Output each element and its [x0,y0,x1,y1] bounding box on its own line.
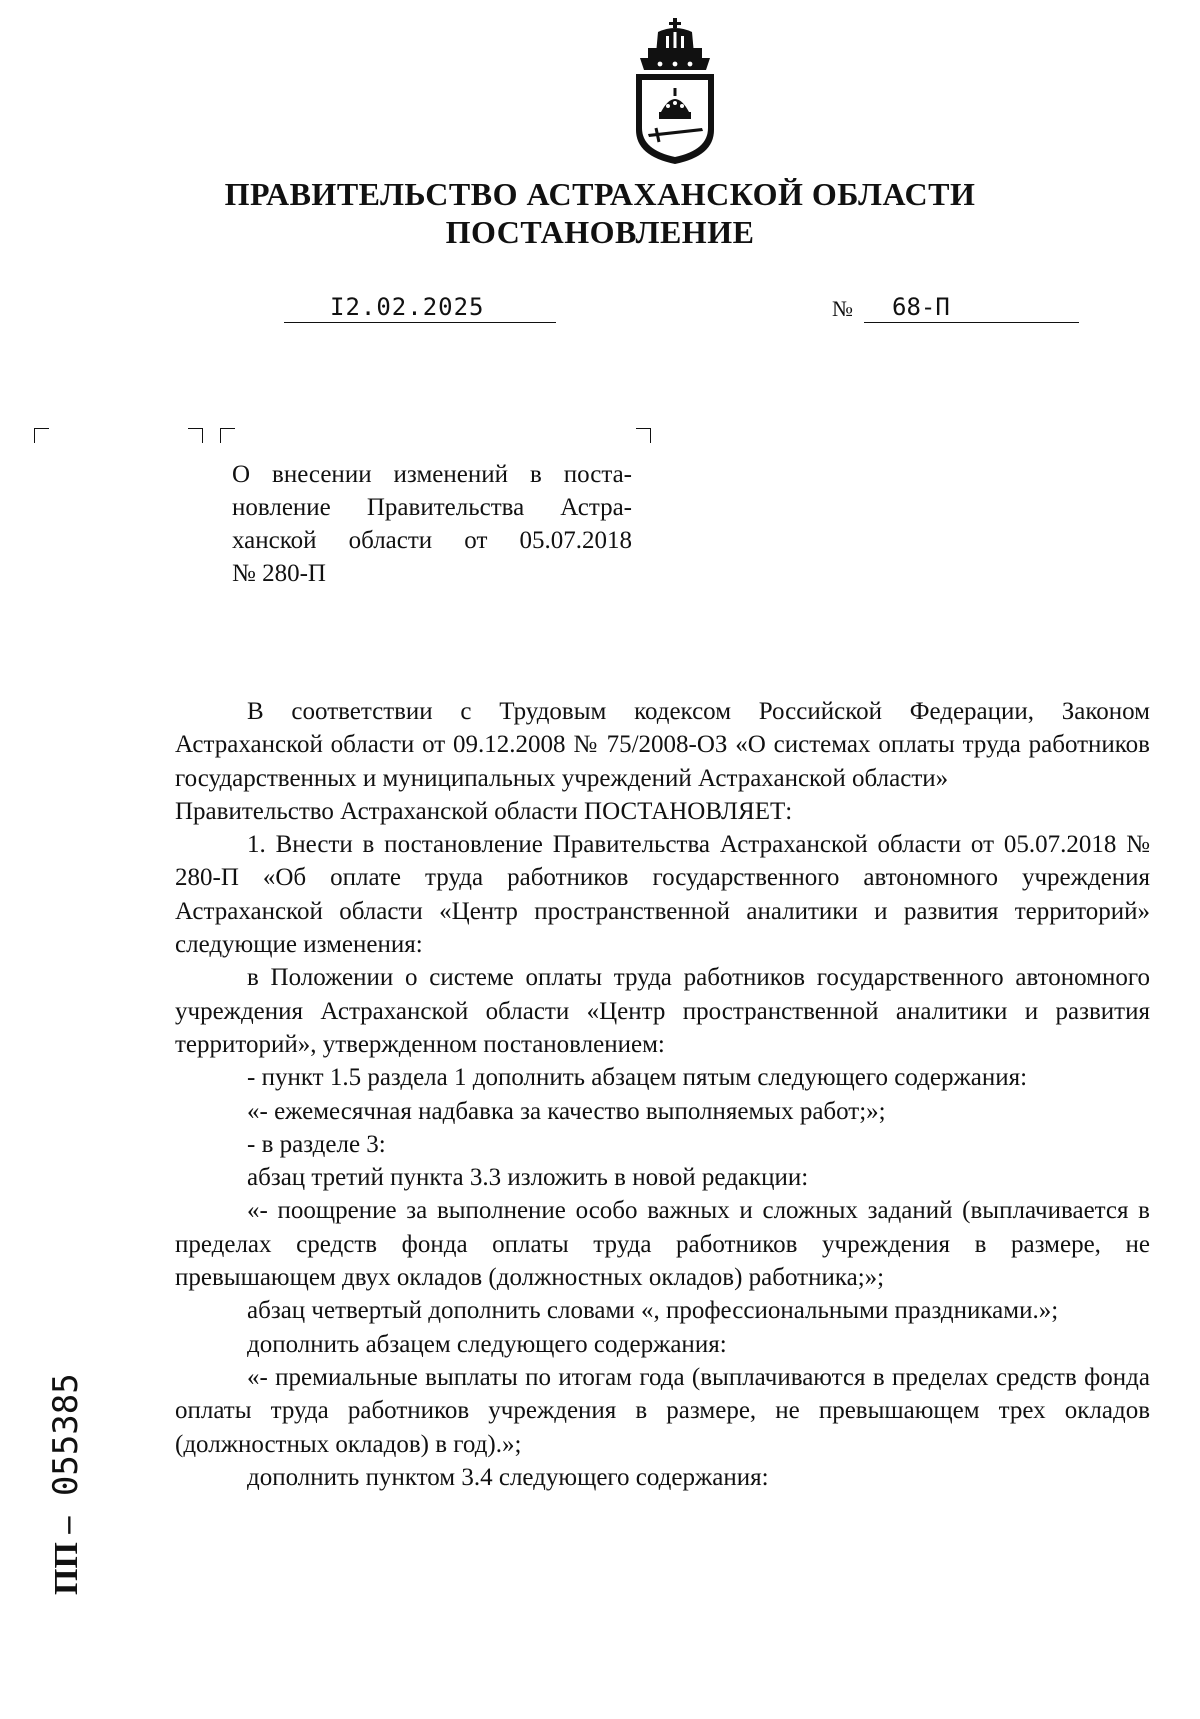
document-type-title: ПОСТАНОВЛЕНИЕ [445,214,755,250]
government-title: ПРАВИТЕЛЬСТВО АСТРАХАНСКОЙ ОБЛАСТИ [224,176,976,212]
body-paragraph: абзац третий пункта 3.3 изложить в новой редакции: [247,1164,809,1192]
document-date: I2.02.2025 [330,293,485,321]
document-number-field [864,292,1079,323]
corner-mark [188,428,203,443]
body-paragraph: Правительство Астраханской области ПОСТАНОВЛЯЕТ: [175,797,793,825]
body-paragraph: дополнить абзацем следующего содержания: [247,1330,727,1358]
form-serial-digits: 055385 [46,1373,86,1497]
corner-mark [636,428,651,443]
subject-line: ханской области от 05.07.2018 [232,527,632,554]
body-paragraph: 1. Внести в постановление Правительства Астраханской области от 05.07.2018 № 280-П «Об оплате труда работников государственного автономного учреждения Астраханской области «Центр пространственной аналитики и развития территорий» следующие изменения: [175,831,1150,959]
body-paragraph: В соответствии с Трудовым кодексом Российской Федерации, Законом Астраханской области от 09.12.2008 № 75/2008-ОЗ «О системах оплаты труда работников государственных и муниципальных учреждений Астраханской области» [175,698,1150,792]
body-paragraph: «- поощрение за выполнение особо важных и сложных заданий (выплачивается в пределах средств фонда оплаты труда работников учреждения в размере, не превышающем двух окладов (должностных окладов) работника;»; [175,1197,1150,1292]
body-paragraph: «- премиальные выплаты по итогам года (выплачиваются в пределах средств фонда оплаты труда работников учреждения в размере, не превышающем трех окладов (должностных окладов) в год).»; [175,1363,1150,1458]
coat-of-arms-icon [630,18,720,166]
document-number: 68-П [892,293,950,321]
subject-line: № 280-П [232,560,326,587]
corner-mark [34,428,49,443]
body-paragraph: абзац четвертый дополнить словами «, профессиональными праздниками.»; [247,1297,1059,1325]
subject-line: новление Правительства Астра- [232,494,632,521]
document-body [175,695,1150,1494]
body-paragraph: - пункт 1.5 раздела 1 дополнить абзацем пятым следующего содержания: [247,1064,1028,1092]
document-date-field [284,292,556,323]
form-series-prefix: ПП – [48,1516,85,1595]
number-sign: № [832,296,853,321]
body-paragraph: в Положении о системе оплаты труда работников государственного автономного учреждения Астраханской области «Центр пространственной аналитики и развития территорий», утвержденном постановлением: [175,964,1150,1058]
document-subject [232,458,632,590]
form-serial-number [46,1373,86,1595]
body-paragraph: дополнить пунктом 3.4 следующего содержания: [247,1463,769,1491]
subject-line: О внесении изменений в поста- [232,461,632,488]
body-paragraph: «- ежемесячная надбавка за качество выполняемых работ;»; [247,1097,886,1125]
corner-mark [220,428,235,443]
body-paragraph: - в разделе 3: [247,1130,386,1158]
